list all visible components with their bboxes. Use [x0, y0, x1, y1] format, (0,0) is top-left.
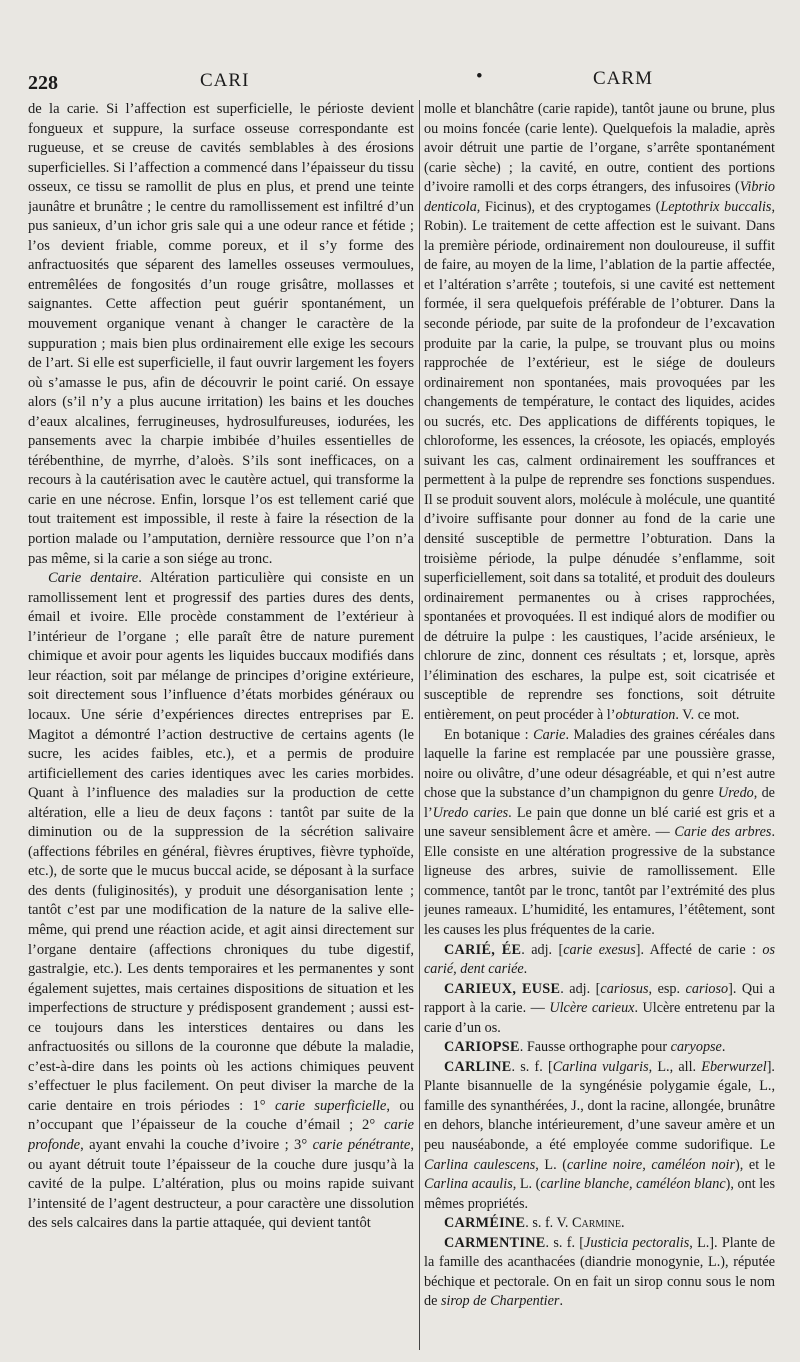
- entry-carmeine: CARMÉINE. s. f. V. Carmine.: [444, 1215, 625, 1232]
- running-header: [28, 62, 770, 96]
- entry-carieux-euse: CARIEUX, EUSE. adj. [cariosus, esp. carioso]. Qui a rapport à la carie. — Ulcère carieux. Ulcère entretenu par la carie d’un os.: [424, 980, 775, 1036]
- column-rule: [419, 100, 420, 1350]
- right-column: [424, 100, 775, 1350]
- term-carie-dentaire: Carie dentaire: [48, 570, 139, 587]
- cross-reference: Carmine: [572, 1215, 621, 1232]
- carie-dentaire-continued: molle et blanchâtre (carie rapide), tantôt jaune ou brune, plus ou moins foncée (carie lente). Quelquefois la maladie, après avoir détruit une partie de l’organe, s’arrête spontanément (carie sèche) ; la cavité, en outre, contient des portions d’ivoire ramolli et des corps étrangers, des infusoires (Vibrio denticola, Ficinus), et des cryptogames (Leptothrix buccalis, Robin). Le traitement de cette affection est le suivant. Dans la première période, ordinairement non douloureuse, il suffit de faire, au moyen de la lime, l’ablation de la partie affectée, et l’altération s’arrête ; toutefois, si une cavité est nettement formée, il sera quelquefois préférable de l’obturer. Dans la seconde période, par suite de la profondeur de l’excavation produite par la carie, la pulpe, se trouvant plus ou moins rapprochée de l’extérieur, est le siége de douleurs ordinairement non spontanées, mais provoquées par les changements de température, le contact des liquides, acides ou sucrés, etc. Des applications de différents topiques, le chloroforme, les essences, la créosote, les opiacés, employés suivant les cas, calment ordinairement les souffrances et permettent à la pulpe de reprendre ses fonctions suspendues. Il se produit souvent alors, molécule à molécule, une quantité d’ivoire suffisante pour donner au fond de la carie une densité susceptible de permettre l’obturation. Dans la troisième période, la pulpe dénudée s’enflamme, soit superficiellement, soit dans sa totalité, et produit des douleurs ordinairement permanentes ou à crises rapprochées, spontanées et provoquées. Il est indiqué alors de modifier ou de détruire la pulpe : les caustiques, l’acide arsénieux, le chlorure de zinc, donnent ces résultats ; et, lorsque, après l’élimination des eschares, la pulpe est, soit cicatrisée et susceptible de reprendre ses fonctions, soit détruite entièrement, on peut procéder à l’obturation. V. ce mot.: [424, 101, 775, 723]
- headword: CARIOPSE: [444, 1039, 520, 1056]
- headword: CARMÉINE: [444, 1215, 526, 1232]
- carie-botanique-paragraph: En botanique : Carie. Maladies des graines céréales dans laquelle la farine est remplacée par une poussière grasse, noire ou olivâtre, d’une odeur désagréable, et qui n’est autre chose que la substance d’un champignon du genre Uredo, de l’Uredo caries. Le pain que donne un blé carié est gris et a une saveur sensiblement âcre et amère. — Carie des arbres. Elle consiste en une altération progressive de la substance ligneuse des arbres, suivie de ramollissement. Elle commence, tantôt par le tronc, tantôt par l’extrémité des plus jeunes rameaux. L’humidité, les entamures, l’étêtement, sont les causes les plus fréquentes de la carie.: [424, 726, 775, 938]
- entry-carie-ee: CARIÉ, ÉE. adj. [carie exesus]. Affecté de carie : os carié, dent cariée.: [424, 941, 775, 978]
- left-running-head: CARI: [200, 70, 250, 91]
- headword: CARIÉ, ÉE: [444, 941, 522, 958]
- entry-carmentine: CARMENTINE. s. f. [Justicia pectoralis, L.]. Plante de la famille des acanthacées (diandrie monogynie, L.), réputée béchique et pectorale. On en fait un sirop connu sous le nom de sirop de Charpentier.: [424, 1234, 775, 1310]
- carie-dentaire-paragraph: Carie dentaire. Altération particulière qui consiste en un ramollissement lent et progressif des parties dures des dents, émail et ivoire. Elle procède constamment de l’extérieur à l’intérieur de l’organe ; elle paraît être de nature purement chimique et avoir pour agents les liquides buccaux modifiés dans leur réaction, soit par mélange de principes d’origine extérieure, soit directement sous l’influence d’états morbides généraux ou locaux. Une série d’expériences directes entreprises par E. Magitot a démontré l’action destructive de certains agents (le sucre, les acides faibles, etc.), et a permis de produire artificiellement des caries identiques avec les caries morbides. Quant à l’influence des maladies sur la production de cette altération, elle a lieu de deux façons : tantôt par suite de la diminution ou de la suppression de la sécrétion salivaire (affections fébriles en général, fièvres éruptives, fièvre typhoïde, etc.), de sorte que le mucus buccal acide, se déposant à la surface des dents (fuliginosités), y produit une désorganisation lente ; tantôt c’est par une modification de la nature de la salive elle-même, qui prend une réaction acide, et agit ainsi directement sur l’organe dentaire (affections chroniques du tube digestif, gastralgie, etc.). Les dents temporaires et les permanentes y sont également sujettes, mais certaines dispositions de situation et les imperfections de structure y prédisposent grandement ; aussi est-ce toujours dans les interstices dentaires ou dans les anfractuosités ou sillons de la couronne que débute la maladie, c’est-à-dire dans les points où les actions chimiques peuvent s’effectuer le plus facilement. On peut diviser la marche de la carie dentaire en trois périodes : 1° carie superficielle, ou n’occupant que l’épaisseur de la couche d’émail ; 2° carie profonde, ayant envahi la couche d’ivoire ; 3° carie pénétrante, ou ayant détruit toute l’épaisseur de la couche dure jusqu’à la cavité de la pulpe. L’altération, plus ou moins rapide suivant l’intensité de l’agent destructeur, a pour caractère une dissolution des sels calcaires dans la partie attaquée, qui devient tantôt: [28, 570, 414, 1232]
- left-column: [28, 100, 414, 1350]
- headword: CARMENTINE: [444, 1234, 546, 1251]
- carie-paragraph: de la carie. Si l’affection est superficielle, le périoste devient fongueux et suppure, la surface osseuse correspondante est rugueuse, et se creuse de cavités semblables à des érosions superficielles. Si l’affection a commencé dans l’épaisseur du tissu osseux, ce tissu se ramollit de plus en plus, et prend une teinte jaunâtre et brunâtre ; le centre du ramollissement est infiltré d’un pus sanieux, d’un ichor gris sale qui a une odeur rance et fétide ; l’os devient friable, comme poreux, et il s’y forme des anfractuosités que séparent des lamelles osseuses vermoulues, entremêlées de fongosités d’un rouge grisâtre, mollasses et saignantes. Cette affection peut guérir spontanément, un mouvement organique venant à changer le caractère de la suppuration ; mais bien plus ordinairement elle exige les secours de l’art. Si elle est superficielle, il faut ouvrir largement les foyers où s’amasse le pus, afin de découvrir le point carié. On essaye alors (s’il n’y a plus aucune irritation) les bains et les douches d’eaux alcalines, ferrugineuses, hydrosulfureuses, iodurées, les pansements avec la charpie imbibée d’huiles essentielles de térébenthine, de myrrhe, d’aloès. S’ils sont inefficaces, on a recours à la cautérisation avec le cautère actuel, qui transforme la carie en une nécrose. Enfin, lorsque l’os est tellement carié que tout traitement est impossible, il reste à faire la résection de la portion malade ou l’amputation, dernière ressource que l’on n’a pas même, si la carie a son siége au tronc.: [28, 101, 414, 567]
- right-running-head: CARM: [593, 68, 653, 89]
- headword: CARIEUX, EUSE: [444, 980, 561, 997]
- entry-carline: CARLINE. s. f. [Carlina vulgaris, L., all. Eberwurzel]. Plante bisannuelle de la syngénésie polygamie égale, L., famille des synanthérées, J., dont la racine, allongée, brunâtre en dehors, blanche intérieurement, d’une saveur amère et un peu nauséabonde, a été employée comme sudorifique. Le Carlina caulescens, L. (carline noire, caméléon noir), et le Carlina acaulis, L. (carline blanche, caméléon blanc), ont les mêmes propriétés.: [424, 1058, 775, 1212]
- entry-cariopse: CARIOPSE. Fausse orthographe pour caryopse.: [444, 1039, 726, 1056]
- page-number: 228: [28, 72, 58, 94]
- header-separator: •: [476, 66, 483, 87]
- headword: CARLINE: [444, 1058, 512, 1075]
